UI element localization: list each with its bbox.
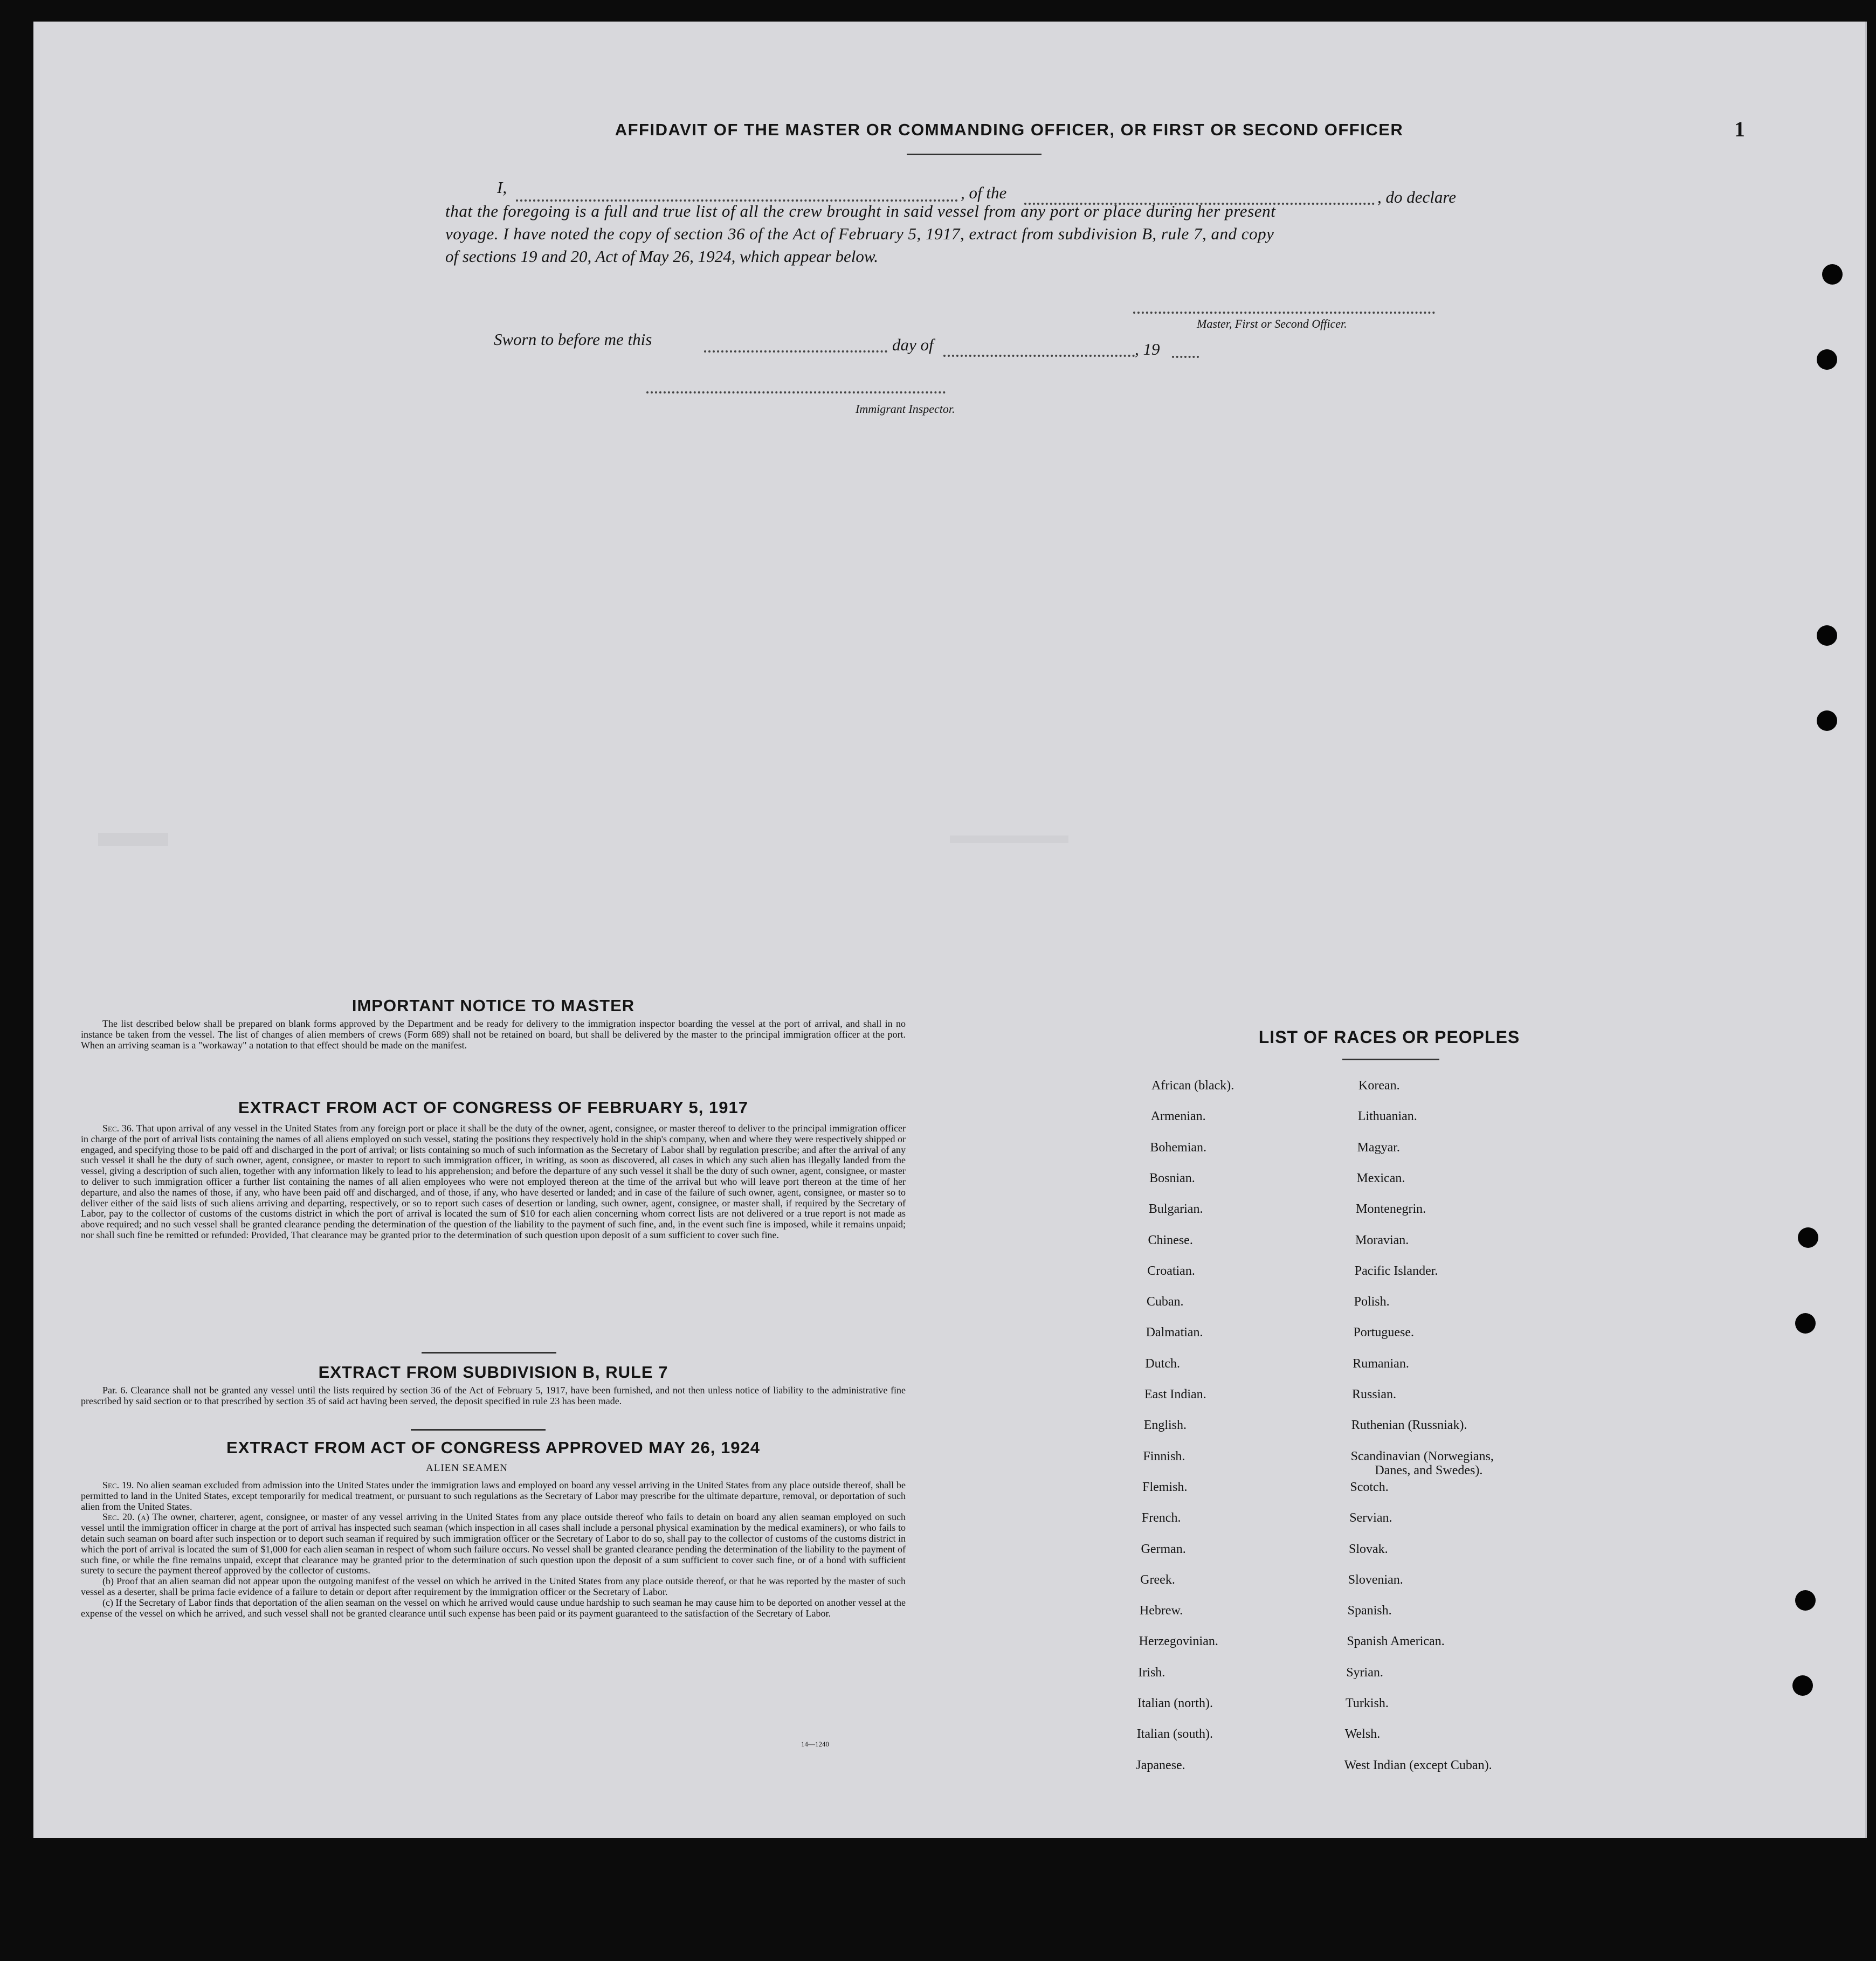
race-item: Scotch. <box>1350 1480 1389 1494</box>
sec-36-text: That upon arrival of any vessel in the United States from any foreign port or place it shall be the duty of the owner, agent, consignee, or master thereof to deliver to the principal immigration officer in charge of the port of arrival lists containing the names of all aliens employed on such vessel, stating the positions they respectively hold in the ship's company, when and where they were respectively shipped or engaged, and specifying those to be paid off and discharged in the port of arrival; or lists containing so much of such information as the Secretary of Labor shall by regulation prescribe; and after the arrival of any such vessel it shall be the duty of such owner, agent, consignee, or master to report to such immigration officer, in writing, as soon as discovered, all cases in which any such alien has illegally landed from the vessel, giving a description of such alien, together with any information likely to lead to his apprehension; and before the departure of any such vessel it shall be the duty of such owner, agent, consignee, or master to deliver to such immigration officer a further list containing the names of all alien employees who were not employed thereon at the time of the arrival but who will leave port thereon at the time of her departure, and also the names of those, if any, who have been paid off and discharged, and of those, if any, who have deserted or landed; and in case of the failure of such owner, agent, consignee, or master so to deliver either of the said lists of such aliens arriving and departing, respectively, or so to report such cases of desertion or landing, such owner, agent, consignee, or master shall, if required by the Secretary of Labor, pay to the collector of customs of the customs district in which the port of arrival is located the sum of $10 for each alien concerning whom correct lists are not delivered or a true report is not made as above required; and no such vessel shall be granted clearance pending the determination of the question of the liability to the payment of such fine, and, in the event such fine is imposed, while it remains unpaid; nor shall such fine be remitted or refunded: Provided, That clearance may be granted prior to the determination of such question upon deposit of a sum sufficient to cover such fine. <box>81 1123 906 1240</box>
race-item: Slovenian. <box>1348 1572 1403 1587</box>
sec-20c-label: (c) <box>102 1597 113 1608</box>
affidavit-of-the: , of the <box>961 183 1007 202</box>
inspector-signature-blank[interactable] <box>646 391 946 393</box>
affidavit-i: I, <box>497 178 507 197</box>
master-caption: Master, First or Second Officer. <box>1197 317 1347 330</box>
race-item: Flemish. <box>1142 1480 1188 1494</box>
affidavit-line-4: of sections 19 and 20, Act of May 26, 1924, which appear below. <box>445 247 879 266</box>
race-item: Dalmatian. <box>1146 1325 1203 1340</box>
punch-hole <box>1798 1227 1818 1248</box>
margin-mark: 1 <box>1734 117 1745 141</box>
race-item: Bohemian. <box>1150 1140 1207 1155</box>
race-item: Russian. <box>1352 1387 1397 1401</box>
race-item: Dutch. <box>1145 1356 1180 1371</box>
affidavit-title: AFFIDAVIT OF THE MASTER OR COMMANDING OFFICER, OR FIRST OR SECOND OFFICER <box>615 120 1404 139</box>
race-item: Portuguese. <box>1353 1325 1415 1340</box>
race-item: Scandinavian (Norwegians, <box>1350 1449 1494 1463</box>
extract-1924-body <box>81 1480 906 1619</box>
punch-hole <box>1817 349 1837 370</box>
race-item: Chinese. <box>1148 1233 1193 1247</box>
sec-20c-text: If the Secretary of Labor finds that deportation of the alien seaman on the vessel on which he arrived would cause undue hardship to such seaman he may cause him to be deported on another vessel at the expense of the vessel on which he arrived, and such vessel shall not be granted clearance until such expense has been paid or its payment guaranteed to the satisfaction of the Secretary of Labor. <box>81 1597 906 1619</box>
punch-hole <box>1792 1675 1813 1696</box>
race-item: Slovak. <box>1349 1542 1388 1556</box>
notice-body <box>81 1019 906 1051</box>
race-item: Ruthenian (Russniak). <box>1351 1418 1467 1433</box>
race-item: Welsh. <box>1344 1727 1381 1742</box>
notice-text: The list described below shall be prepared on blank forms approved by the Department and be ready for delivery to the immigration inspector boarding the vessel at the port of arrival, and shall in no instance be taken from the vessel. The list of changes of alien members of crews (Form 689) shall not be retained on board, but shall be delivered by the master to the principal immigration officer at the port. When an arriving seaman is a "workaway" a notation to that effect should be made on the manifest. <box>81 1018 906 1051</box>
extract-1924-title: EXTRACT FROM ACT OF CONGRESS APPROVED MAY 26, 1924 <box>226 1438 760 1457</box>
race-item: Moravian. <box>1355 1233 1409 1247</box>
race-item: English. <box>1143 1418 1187 1433</box>
race-item: Herzegovinian. <box>1139 1634 1218 1649</box>
sworn-label: Sworn to before me this <box>494 330 652 349</box>
race-item: Servian. <box>1349 1511 1392 1525</box>
race-item: Turkish. <box>1346 1696 1389 1710</box>
sec-20a-text: The owner, charterer, agent, consignee, or master of any vessel arriving in the United States from any place outside thereof who fails to detain on board any alien seaman employed on such vessel until the immigration officer in charge at the port of arrival has inspected such seaman (which inspection in all cases shall include a personal physical examination by the medical examiners), or who fails to detain such seaman on board after such inspection or to deport such seaman if required by such immigration officer or the Secretary of Labor to do so, shall pay to the collector of customs of the customs district in which the port of arrival is located the sum of $1,000 for each alien seaman in respect of whom such failure occurs. No vessel shall be granted clearance pending the determination of the liability to the payment of such fine, or while the fine remains unpaid, except that clearance may be granted prior to the determination of such question upon the deposit of a sum sufficient to cover such fine, or of a bond with sufficient surety to secure the payment thereof approved by the collector of customs. <box>81 1511 906 1576</box>
notice-title: IMPORTANT NOTICE TO MASTER <box>351 996 635 1015</box>
race-item: Armenian. <box>1150 1109 1206 1124</box>
race-item: Croatian. <box>1147 1263 1195 1278</box>
race-item: Lithuanian. <box>1357 1109 1417 1124</box>
race-item: Irish. <box>1138 1665 1165 1680</box>
form-page <box>33 22 1867 1838</box>
affidavit-line-2: that the foregoing is a full and true list of all the crew brought in said vessel from any port or place during her present <box>445 202 1276 220</box>
race-item: French. <box>1141 1511 1181 1525</box>
form-number: 14—1240 <box>801 1740 829 1748</box>
race-item: Danes, and Swedes). <box>1375 1463 1483 1477</box>
par-6-text: Par. 6. Clearance shall not be granted any vessel until the lists required by section 36 of the Act of February 5, 1917, have been furnished, and not then unless notice of liability to the administrative fine prescribed by said section or to that prescribed by section 35 of said act having been served, the deposit specified in rule 23 has been made. <box>81 1385 906 1406</box>
races-title: LIST OF RACES OR PEOPLES <box>1258 1027 1520 1047</box>
race-item: Korean. <box>1358 1079 1400 1093</box>
races-rule <box>1342 1059 1439 1060</box>
day-of-label: day of <box>892 335 934 354</box>
race-item: Magyar. <box>1357 1140 1400 1155</box>
punch-hole <box>1817 625 1837 646</box>
race-item: Italian (south). <box>1136 1727 1213 1742</box>
punch-hole <box>1795 1313 1816 1334</box>
affidavit-line-3: voyage. I have noted the copy of section 36 of the Act of February 5, 1917, extract from subdivision B, rule 7, and copy <box>445 224 1274 243</box>
race-item: Bulgarian. <box>1148 1202 1203 1217</box>
race-item: German. <box>1141 1542 1186 1556</box>
extract-1917-title: EXTRACT FROM ACT OF CONGRESS OF FEBRUARY 5, 1917 <box>238 1098 748 1117</box>
sec-20-label: Sec. 20. (a) <box>102 1511 149 1523</box>
bleed-through-smudge <box>950 836 1068 843</box>
inspector-caption: Immigrant Inspector. <box>856 402 955 416</box>
race-item: Mexican. <box>1356 1171 1405 1185</box>
month-blank[interactable] <box>943 355 1135 357</box>
race-item: Hebrew. <box>1139 1604 1183 1618</box>
race-item: Japanese. <box>1136 1758 1185 1772</box>
race-item: Greek. <box>1140 1572 1175 1587</box>
punch-hole <box>1795 1590 1816 1611</box>
affidavit-declare: , do declare <box>1377 188 1457 206</box>
extract-rule7-title: EXTRACT FROM SUBDIVISION B, RULE 7 <box>318 1363 668 1382</box>
race-item: Spanish American. <box>1347 1634 1445 1649</box>
race-item: Pacific Islander. <box>1354 1263 1438 1278</box>
year-label: , 19 <box>1135 340 1160 358</box>
extract-rule7-body <box>81 1385 906 1407</box>
sec-36-label: Sec. 36. <box>102 1123 134 1134</box>
race-item: Finnish. <box>1143 1449 1185 1463</box>
race-item: Spanish. <box>1347 1604 1392 1618</box>
sworn-day-blank[interactable] <box>704 350 887 353</box>
sec-20b-text: Proof that an alien seaman did not appear upon the outgoing manifest of the vessel on which he arrived in the United States from any place outside thereof, or that he was reported by the master of such vessel as a deserter, shall be prima facie evidence of a failure to detain or deport after requirement by the immigration officer or the Secretary of Labor. <box>81 1576 906 1597</box>
race-item: Bosnian. <box>1149 1171 1195 1185</box>
title-rule <box>907 154 1042 155</box>
master-signature-blank[interactable] <box>1133 312 1435 314</box>
race-item: Polish. <box>1354 1295 1390 1309</box>
race-item: Syrian. <box>1346 1665 1383 1680</box>
race-item: African (black). <box>1151 1079 1234 1093</box>
race-item: Rumanian. <box>1353 1356 1409 1371</box>
punch-hole <box>1817 710 1837 731</box>
race-item: Cuban. <box>1146 1295 1184 1309</box>
alien-seamen-subtitle: ALIEN SEAMEN <box>426 1462 508 1474</box>
sec-19-label: Sec. 19. <box>102 1480 134 1490</box>
race-item: Italian (north). <box>1137 1696 1213 1710</box>
race-item: Montenegrin. <box>1356 1202 1426 1217</box>
sec-19-text: No alien seaman excluded from admission into the United States under the immigration laws and employed on board any vessel arriving in the United States from any place outside thereof, shall be permitted to land in the United States, except temporarily for medical treatment, or pursuant to such regulations as the Secretary of Labor may prescribe for the ultimate departure, removal, or deportation of such alien from the United States. <box>81 1480 906 1512</box>
race-item: East Indian. <box>1144 1387 1206 1401</box>
year-blank[interactable] <box>1172 356 1199 358</box>
rule-2 <box>411 1429 546 1431</box>
sec-20b-label: (b) <box>102 1576 114 1587</box>
race-item: West Indian (except Cuban). <box>1344 1758 1492 1772</box>
extract-1917-body <box>81 1123 906 1241</box>
bleed-through-smudge <box>98 833 168 846</box>
rule-1 <box>422 1352 556 1354</box>
punch-hole <box>1822 264 1843 285</box>
